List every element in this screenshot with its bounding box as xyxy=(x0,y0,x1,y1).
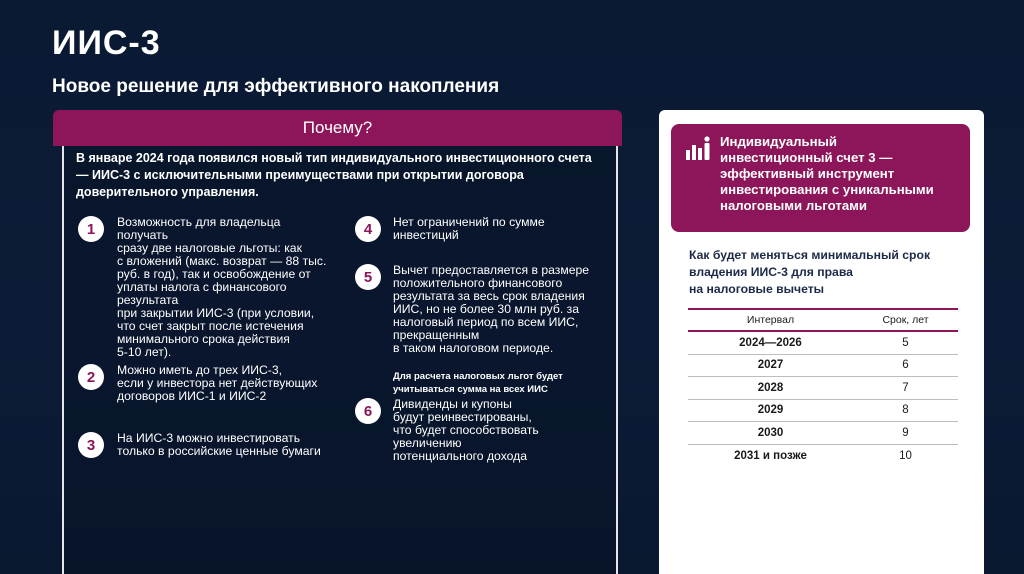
holding-term-table xyxy=(688,308,958,467)
page-subtitle: Новое решение для эффективного накопления xyxy=(52,76,500,97)
benefit-item xyxy=(78,432,342,458)
benefit-text: Возможность для владельца получать сразу две налоговые льготы: как с вложений (макс. возврат — 88 тыс. руб. в год), так и освобождение от уплаты налога с финансового результата при закрытии ИИС-3 (при условии, что счет закрыт после истечения минимального срока действия 5-10 лет). xyxy=(117,215,327,359)
interval-cell: 2027 xyxy=(757,359,784,372)
term-cell: 9 xyxy=(902,426,909,439)
benefit-number: 4 xyxy=(355,216,381,242)
why-label: Почему? xyxy=(302,118,373,137)
table-header xyxy=(688,308,958,332)
interval-cell: 2030 xyxy=(757,426,784,439)
interval-cell: 2031 и позже xyxy=(734,449,807,462)
term-question: Как будет меняться минимальный срок владения ИИС-3 для права на налоговые вычеты xyxy=(689,248,931,296)
benefit-item xyxy=(78,364,332,403)
benefit-item xyxy=(355,264,608,355)
benefit-item xyxy=(78,216,332,359)
tax-note: Для расчета налоговых льгот будет учитываться сумма на всех ИИС xyxy=(393,371,563,395)
benefit-item xyxy=(355,398,608,463)
interval-cell: 2028 xyxy=(757,381,784,394)
table-row xyxy=(688,355,958,378)
benefit-item xyxy=(355,216,608,242)
interval-cell: 2024—2026 xyxy=(739,336,802,349)
benefit-number: 5 xyxy=(355,264,381,290)
callout-text: Индивидуальный инвестиционный счет 3 — эффективный инструмент инвестирования с уникальными налоговыми льготами xyxy=(720,134,934,213)
benefit-text: Нет ограничений по сумме инвестиций xyxy=(393,215,545,242)
page-title: ИИС-3 xyxy=(52,24,161,62)
benefit-number: 3 xyxy=(78,432,104,458)
benefit-text: Вычет предоставляется в размере положительного финансового результата за весь срок владения ИИС, но не более 30 млн руб. за налоговый период по всем ИИС, прекращенным в таком налоговом периоде. xyxy=(393,263,590,355)
term-cell: 7 xyxy=(902,381,909,394)
term-cell: 8 xyxy=(902,404,909,417)
table-row xyxy=(688,400,958,423)
investor-chart-icon xyxy=(686,136,712,160)
header-interval: Интервал xyxy=(746,314,795,326)
header-term: Срок, лет xyxy=(882,314,929,326)
benefit-number: 2 xyxy=(78,364,104,390)
table-row xyxy=(688,377,958,400)
term-cell: 5 xyxy=(902,336,909,349)
term-cell: 6 xyxy=(902,359,909,372)
benefit-number: 1 xyxy=(78,216,104,242)
table-row xyxy=(688,445,958,468)
benefit-text: Дивиденды и купоны будут реинвестированы, что будет способствовать увеличению потенциального дохода xyxy=(393,397,539,463)
why-header xyxy=(53,110,622,146)
interval-cell: 2029 xyxy=(757,404,784,417)
benefit-number: 6 xyxy=(355,398,381,424)
benefit-text: На ИИС-3 можно инвестировать только в российские ценные бумаги xyxy=(117,431,321,458)
table-row xyxy=(688,422,958,445)
benefit-text: Можно иметь до трех ИИС-3, если у инвестора нет действующих договоров ИИС-1 и ИИС-2 xyxy=(117,363,318,403)
intro-text: В январе 2024 года появился новый тип индивидуального инвестиционного счета — ИИС-3 с исключительными преимуществами при открытии договора доверительного управления. xyxy=(76,151,592,199)
term-cell: 10 xyxy=(899,449,912,462)
table-row xyxy=(688,332,958,355)
